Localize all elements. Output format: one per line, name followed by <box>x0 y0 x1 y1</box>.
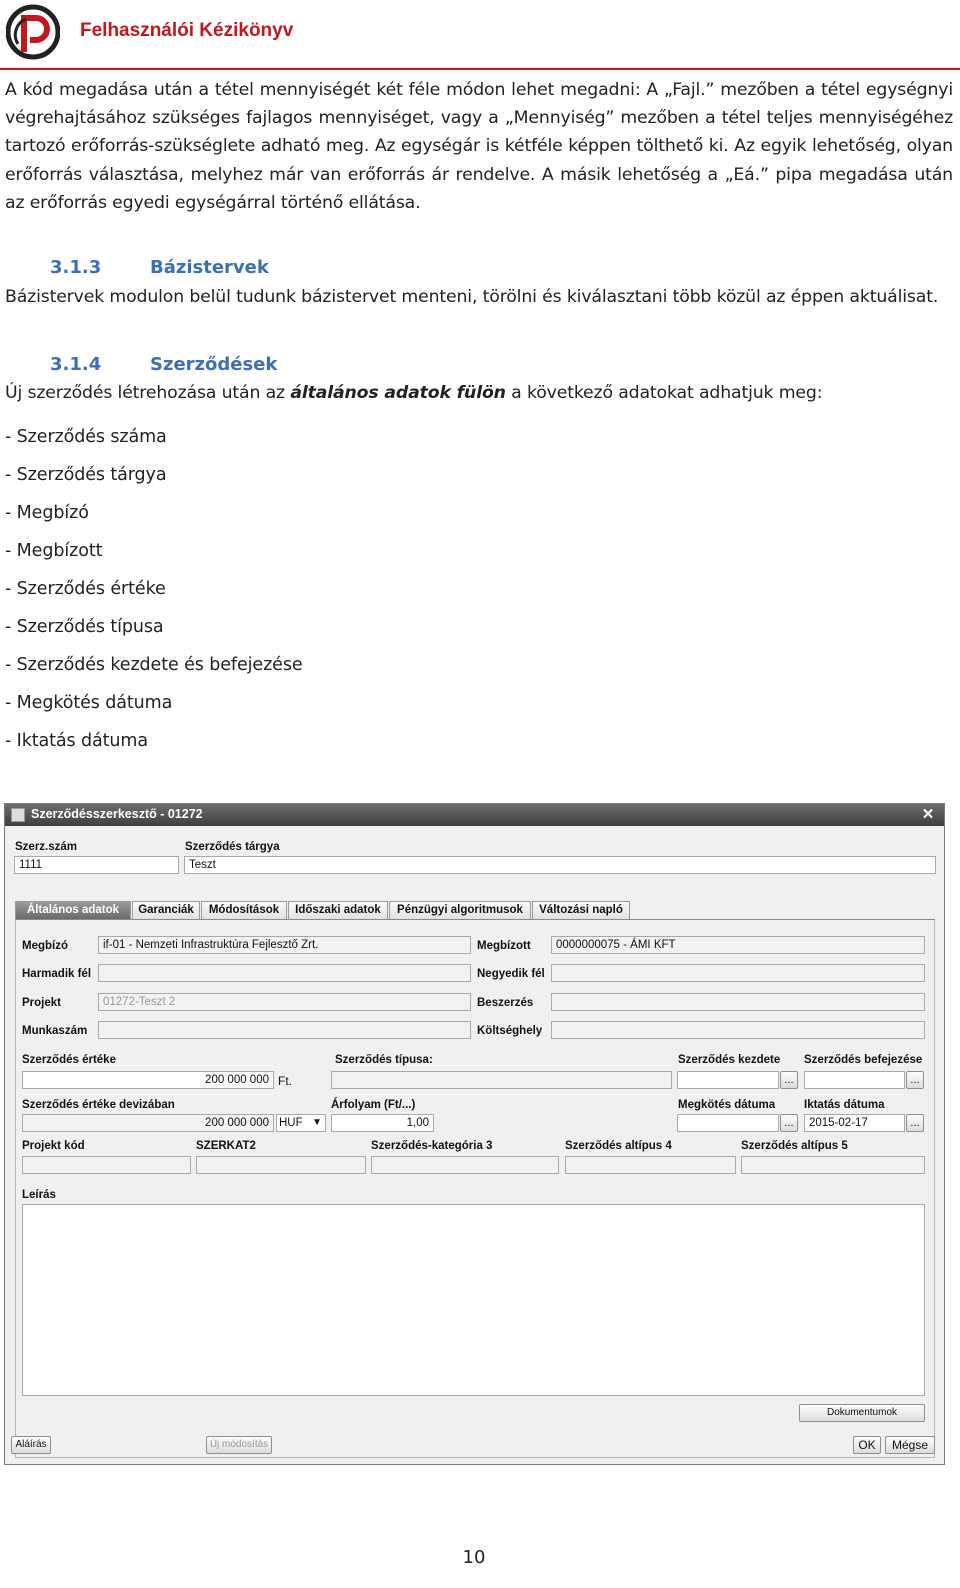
harmadik-fel-field[interactable] <box>98 964 471 982</box>
arfolyam-field[interactable]: 1,00 <box>331 1114 434 1132</box>
megbizo-label: Megbízó <box>22 940 68 952</box>
section-title: Bázistervek <box>150 257 269 278</box>
close-icon[interactable]: ✕ <box>921 806 935 823</box>
list-item: - Szerződés értéke <box>5 579 166 599</box>
list-item: - Megbízó <box>5 503 89 523</box>
window-icon <box>11 808 25 822</box>
szerzodes-tipusa-field[interactable] <box>331 1071 672 1089</box>
iktatas-datuma-field[interactable]: 2015-02-17 <box>804 1114 905 1132</box>
leiras-textarea[interactable] <box>22 1204 925 1396</box>
megkotes-datuma-field[interactable] <box>677 1114 779 1132</box>
szerkat2-label: SZERKAT2 <box>196 1140 256 1152</box>
koltseghely-field[interactable] <box>551 1021 925 1039</box>
negyedik-fel-label: Negyedik fél <box>477 968 545 980</box>
kategoria3-label: Szerződés-kategória 3 <box>371 1140 493 1152</box>
section-title: Szerződések <box>150 354 278 375</box>
koltseghely-label: Költséghely <box>477 1025 543 1037</box>
negyedik-fel-field[interactable] <box>551 964 925 982</box>
list-item: - Szerződés tárgya <box>5 465 167 485</box>
ok-button[interactable]: OK <box>853 1436 881 1454</box>
szerkat2-field[interactable] <box>196 1156 366 1174</box>
szerzodesek-paragraph <box>5 379 953 407</box>
szerzodes-befejezese-field[interactable] <box>804 1071 905 1089</box>
cancel-button[interactable]: Mégse <box>885 1436 935 1454</box>
page-number: 10 <box>462 1547 486 1568</box>
header-title: Felhasználói Kézikönyv <box>80 20 294 41</box>
arfolyam-label: Árfolyam (Ft/...) <box>331 1099 416 1111</box>
company-logo <box>6 4 60 60</box>
tab-valtozasi-naplo[interactable]: Változási napló <box>532 901 630 919</box>
devizaban-label: Szerződés értéke devizában <box>22 1099 175 1111</box>
paragraph-text: Új szerződés létrehozása után az <box>5 383 291 403</box>
szerzodes-befejezese-label: Szerződés befejezése <box>804 1054 923 1066</box>
tab-bar <box>15 901 935 920</box>
devizaban-field[interactable]: 200 000 000 <box>22 1114 274 1132</box>
currency-select[interactable] <box>276 1114 326 1132</box>
leiras-label: Leírás <box>22 1189 56 1201</box>
tab-garanciak[interactable]: Garanciák <box>132 901 200 919</box>
szerzodes-kezdete-label: Szerződés kezdete <box>678 1054 781 1066</box>
section-heading-szerzodesek <box>50 354 450 380</box>
tab-altalanos-adatok[interactable]: Általános adatok <box>15 901 131 919</box>
date-picker-button[interactable]: ... <box>780 1071 798 1089</box>
list-item: - Szerződés száma <box>5 427 167 447</box>
tab-penzugyi-algoritmusok[interactable]: Pénzügyi algoritmusok <box>389 901 531 919</box>
tab-idoszaki-adatok[interactable]: Időszaki adatok <box>288 901 388 919</box>
projekt-kod-label: Projekt kód <box>22 1140 85 1152</box>
contract-number-field[interactable]: 1111 <box>14 856 179 874</box>
szerzodes-kezdete-field[interactable] <box>677 1071 779 1089</box>
date-picker-button[interactable]: ... <box>780 1114 798 1132</box>
intro-paragraph: A kód megadása után a tétel mennyiségét két féle módon lehet megadni: A „Fajl.” mezőben a tétel egységnyi végrehajtásához szükséges fajlagos mennyiséget, vagy a „Mennyiség” mezőben a tétel teljes mennyiségéhez tartozó erőforrás-szükséglete adható meg. Az egységár is kétféle képpen tölthető ki. Az egyik lehetőség, olyan erőforrás választása, melyhez már van erőforrás ár rendelve. A másik lehetőség a „Eá.” pipa megadása után az erőforrás egyedi egységárral történő ellátása. <box>5 80 953 213</box>
dialog-title: Szerződésszerkesztő - 01272 <box>31 807 203 821</box>
iktatas-datuma-label: Iktatás dátuma <box>804 1099 885 1111</box>
megbizott-label: Megbízott <box>477 940 531 952</box>
harmadik-fel-label: Harmadik fél <box>22 968 92 980</box>
contract-subject-field[interactable]: Teszt <box>184 856 936 874</box>
date-picker-button[interactable]: ... <box>906 1071 924 1089</box>
alairas-button[interactable]: Aláírás <box>11 1436 51 1454</box>
bazistervek-paragraph: Bázistervek modulon belül tudunk bázistervet menteni, törölni és kiválasztani több közül az éppen aktuálisat. <box>5 287 939 307</box>
kategoria3-field[interactable] <box>371 1156 559 1174</box>
dialog-titlebar <box>5 804 944 826</box>
altipus4-label: Szerződés altípus 4 <box>565 1140 672 1152</box>
projekt-kod-field[interactable] <box>22 1156 191 1174</box>
altipus5-label: Szerződés altípus 5 <box>741 1140 848 1152</box>
dokumentumok-button[interactable]: Dokumentumok <box>799 1404 925 1422</box>
contract-editor-dialog <box>4 803 945 1465</box>
date-picker-button[interactable]: ... <box>906 1114 924 1132</box>
contract-number-label: Szerz.szám <box>15 841 78 853</box>
megkotes-datuma-label: Megkötés dátuma <box>678 1099 776 1111</box>
section-number: 3.1.4 <box>50 354 102 375</box>
munkaszam-field[interactable] <box>98 1021 471 1039</box>
list-item: - Iktatás dátuma <box>5 731 148 751</box>
szerzodes-tipusa-label: Szerződés típusa: <box>335 1054 433 1066</box>
currency-unit: Ft. <box>278 1074 292 1088</box>
list-item: - Szerződés kezdete és befejezése <box>5 655 303 675</box>
megbizo-field[interactable]: if-01 - Nemzeti Infrastruktúra Fejlesztő Zrt. <box>98 936 471 954</box>
altipus5-field[interactable] <box>741 1156 925 1174</box>
szerzodes-erteke-field[interactable]: 200 000 000 <box>22 1071 274 1089</box>
beszerzes-label: Beszerzés <box>477 997 534 1009</box>
section-heading-bazistervek <box>50 257 450 283</box>
section-number: 3.1.3 <box>50 257 102 278</box>
chevron-down-icon: ▼ <box>312 1117 322 1128</box>
uj-modositas-button[interactable]: Új módosítás <box>206 1436 272 1454</box>
header-divider <box>0 68 960 70</box>
szerzodes-erteke-label: Szerződés értéke <box>22 1054 116 1066</box>
list-item: - Szerződés típusa <box>5 617 164 637</box>
altipus4-field[interactable] <box>565 1156 736 1174</box>
contract-subject-label: Szerződés tárgya <box>185 841 280 853</box>
emphasis-text: általános adatok fülön <box>290 383 506 403</box>
list-item: - Megkötés dátuma <box>5 693 173 713</box>
tab-modositasok[interactable]: Módosítások <box>201 901 287 919</box>
megbizott-field[interactable]: 0000000075 - ÁMI KFT <box>551 936 925 954</box>
projekt-label: Projekt <box>22 997 61 1009</box>
currency-value: HUF <box>279 1117 303 1129</box>
munkaszam-label: Munkaszám <box>22 1025 88 1037</box>
beszerzes-field[interactable] <box>551 993 925 1011</box>
list-item: - Megbízott <box>5 541 103 561</box>
paragraph-text: a következő adatokat adhatjuk meg: <box>505 383 823 403</box>
projekt-field[interactable]: 01272-Teszt 2 <box>98 993 471 1011</box>
